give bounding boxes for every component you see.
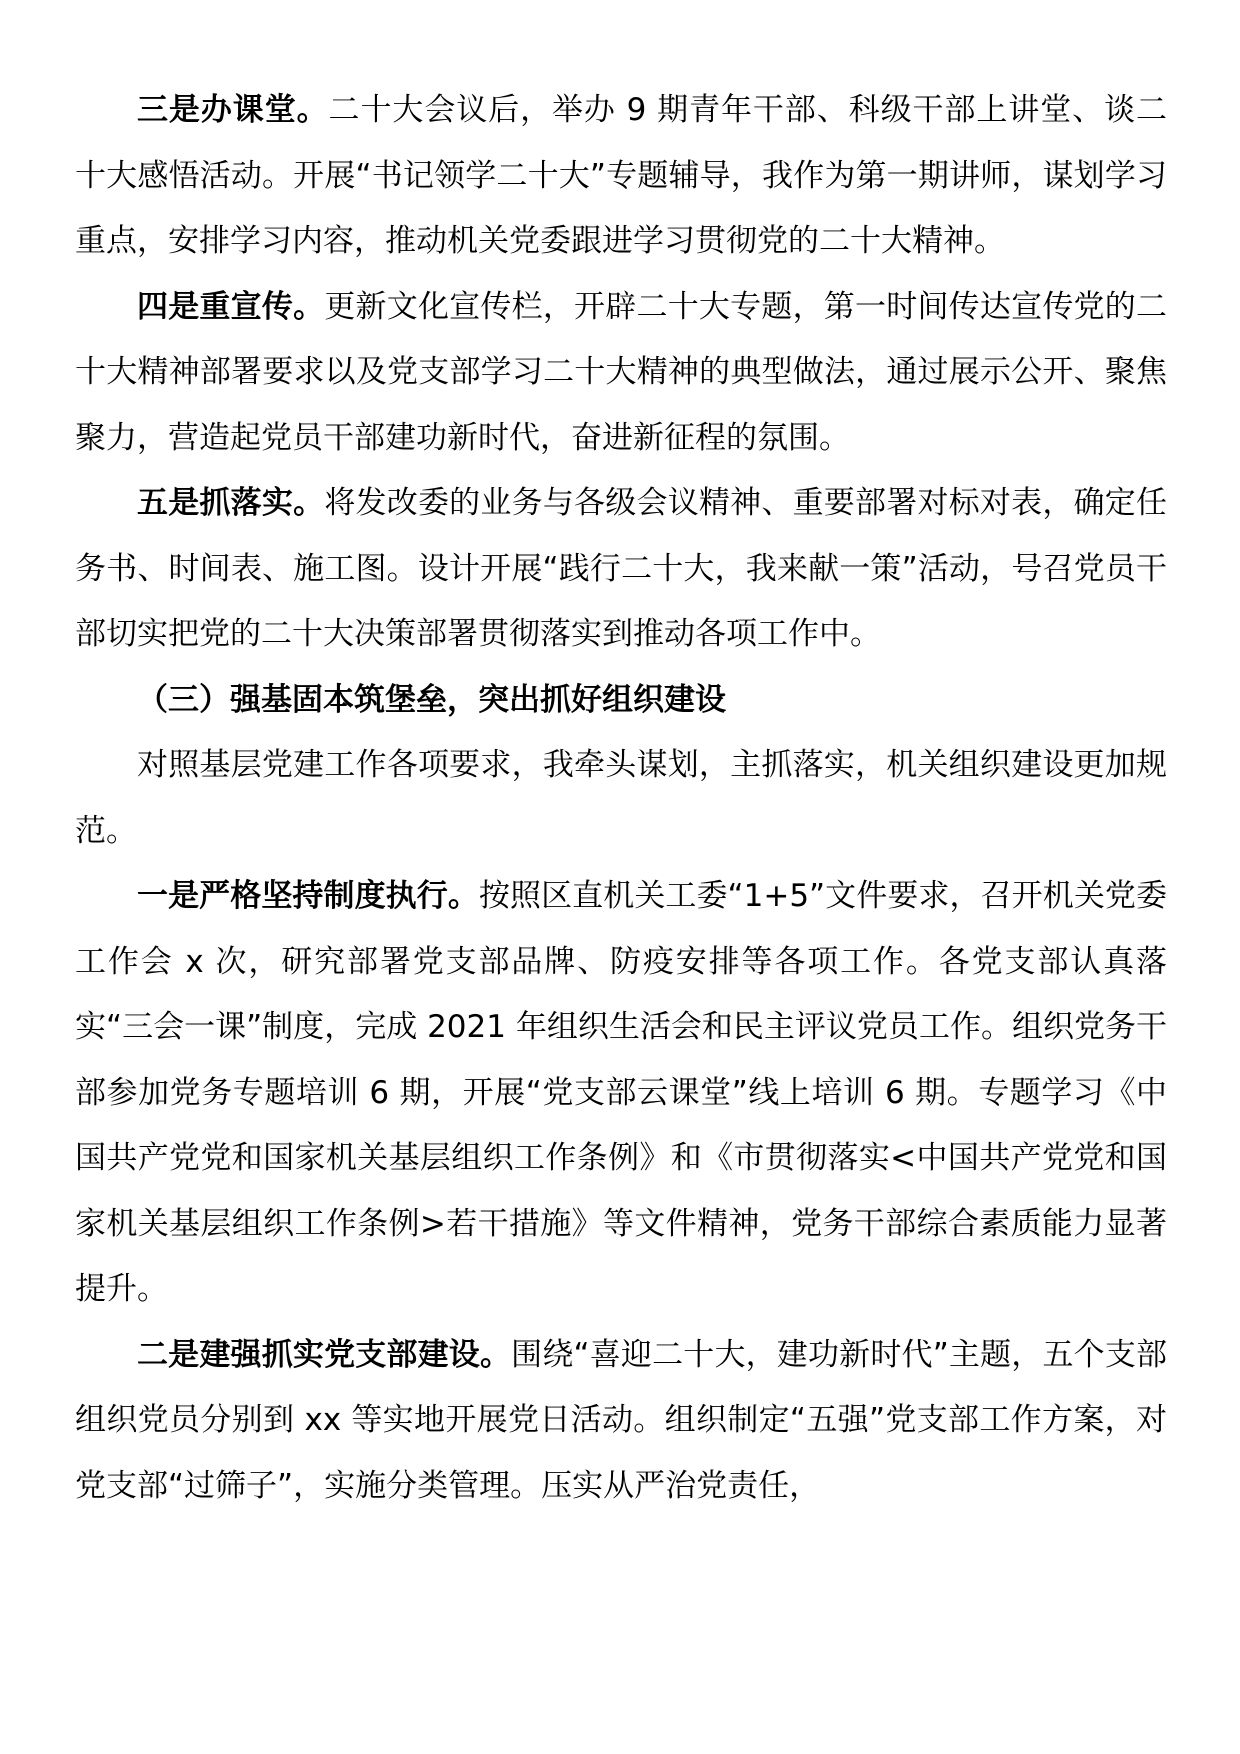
paragraph-branch-building [75, 1323, 1167, 1520]
paragraph-text: 二十大会议后，举办 9 期青年干部、科级干部上讲堂、谈二十大感悟活动。开展“书记领学二十大”专题辅导，我作为第一期讲师，谋划学习重点，安排学习内容，推动机关党委跟进学习贯彻党的二十大精神。 [75, 92, 1167, 259]
paragraph-lead: 五是抓落实。 [137, 485, 325, 521]
section-intro: 对照基层党建工作各项要求，我牵头谋划，主抓落实，机关组织建设更加规范。 [75, 747, 1167, 849]
paragraph-lead: 三是办课堂。 [137, 92, 329, 128]
document-body [75, 78, 1167, 1519]
paragraph-lead: 二是建强抓实党支部建设。 [137, 1336, 512, 1373]
paragraph-text: 更新文化宣传栏，开辟二十大专题，第一时间传达宣传党的二十大精神部署要求以及党支部学习二十大精神的典型做法，通过展示公开、聚焦聚力，营造起党员干部建功新时代，奋进新征程的氛围。 [75, 288, 1167, 456]
paragraph-system-execution [75, 864, 1167, 1323]
paragraph-lead: 一是严格坚持制度执行。 [137, 878, 479, 914]
paragraph-publicity [75, 275, 1167, 472]
paragraph-text: 围绕“喜迎二十大，建功新时代”主题，五个支部组织党员分别到 xx 等实地开展党日活动。组织制定“五强”党支部工作方案，对党支部“过筛子”，实施分类管理。压实从严治党责任， [75, 1336, 1167, 1504]
paragraph-lead: 四是重宣传。 [137, 288, 325, 325]
paragraph-text: 将发改委的业务与各级会议精神、重要部署对标对表，确定任务书、时间表、施工图。设计开展“践行二十大，我来献一策”活动，号召党员干部切实把党的二十大决策部署贯彻落实到推动各项工作中。 [75, 485, 1167, 652]
paragraph-text: 按照区直机关工委“1+5”文件要求，召开机关党委工作会 x 次，研究部署党支部品牌、防疫安排等各项工作。各党支部认真落实“三会一课”制度，完成 2021 年组织生活会和民主评议党员工作。组织党务干部参加党务专题培训 6 期，开展“党支部云课堂”线上培训 6 期。专题学习《中国共产党党和国家机关基层组织工作条例》和《市贯彻落实<中国共产党党和国家机关基层组织工作条例>若干措施》等文件精神，党务干部综合素质能力显著提升。 [75, 878, 1167, 1307]
paragraph-classroom [75, 78, 1167, 275]
paragraph-implementation [75, 471, 1167, 668]
section-heading: （三）强基固本筑堡垒，突出抓好组织建设 [137, 681, 726, 718]
